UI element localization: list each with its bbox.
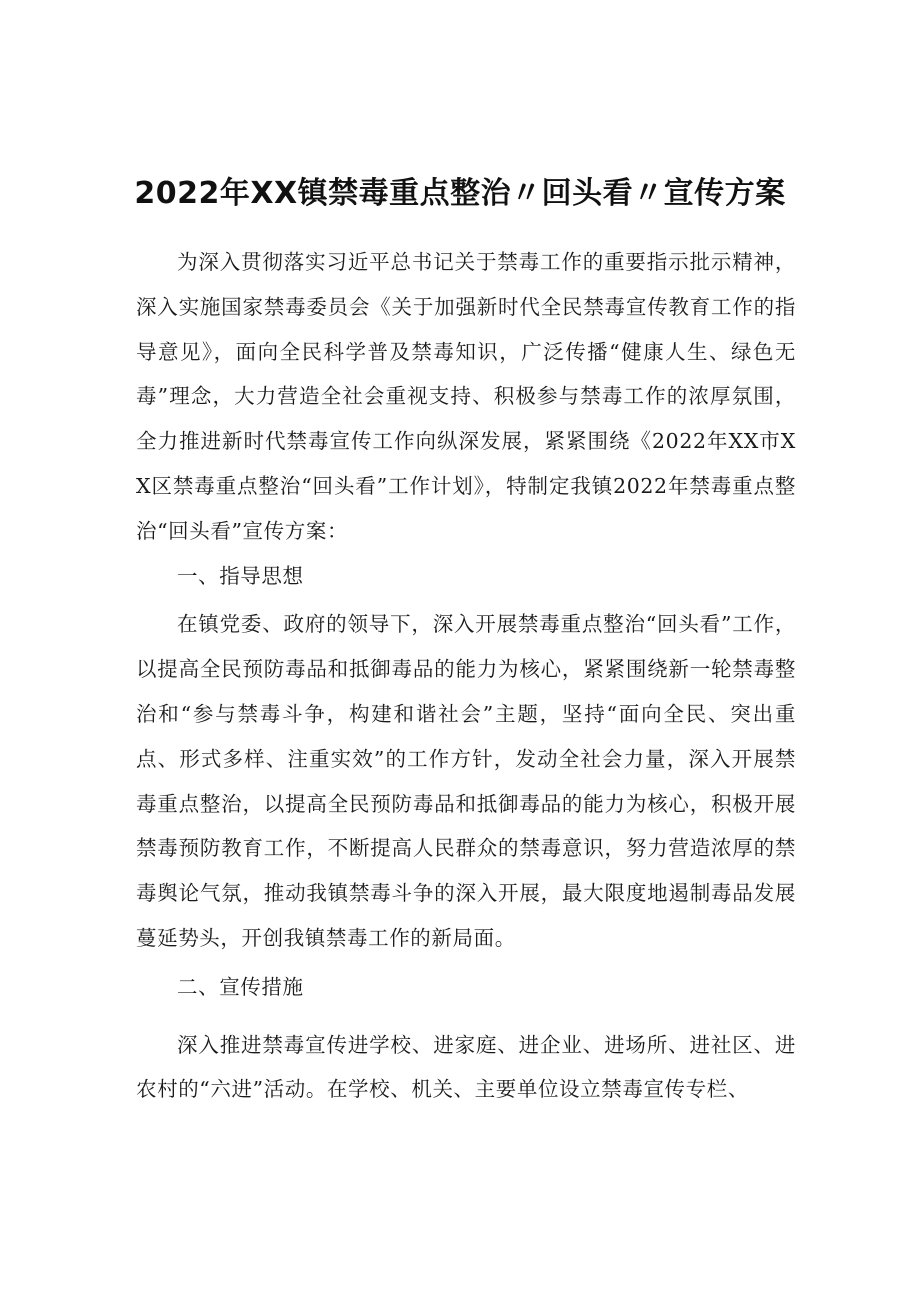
guiding-ideology-paragraph: 在镇党委、政府的领导下，深入开展禁毒重点整治“回头看”工作，以提高全民预防毒品和抵御毒品的能力为核心，紧紧围绕新一轮禁毒整治和“参与禁毒斗争，构建和谐社会”主题，坚持“面向全民、突出重点、形式多样、注重实效”的工作方针，发动全社会力量，深入开展禁毒重点整治，以提高全民预防毒品和抵御毒品的能力为核心，积极开展禁毒预防教育工作，不断提高人民群众的禁毒意识，努力营造浓厚的禁毒舆论气氛，推动我镇禁毒斗争的深入开展，最大限度地遏制毒品发展蔓延势头，开创我镇禁毒工作的新局面。 xyxy=(136,612,796,950)
spacer xyxy=(136,1010,796,1023)
document-body xyxy=(136,240,796,1112)
intro-paragraph: 为深入贯彻落实习近平总书记关于禁毒工作的重要指示批示精神，深入实施国家禁毒委员会《关于加强新时代全民禁毒宣传教育工作的指导意见》，面向全民科学普及禁毒知识，广泛传播“健康人生、绿色无毒”理念，大力营造全社会重视支持、积极参与禁毒工作的浓厚氛围，全力推进新时代禁毒宣传工作向纵深发展，紧紧围绕《2022年XX市XX区禁毒重点整治“回头看”工作计划》，特制定我镇2022年禁毒重点整治“回头看”宣传方案： xyxy=(136,250,796,543)
document-title: 2022年XX镇禁毒重点整治〃回头看〃宣传方案 xyxy=(134,176,786,211)
section-heading-publicity-measures: 二、宣传措施 xyxy=(177,974,304,999)
publicity-measures-paragraph: 深入推进禁毒宣传进学校、进家庭、进企业、进场所、进社区、进农村的“六进”活动。在学校、机关、主要单位设立禁毒宣传专栏、 xyxy=(136,1032,796,1102)
section-heading-guiding-ideology: 一、指导思想 xyxy=(177,563,304,588)
